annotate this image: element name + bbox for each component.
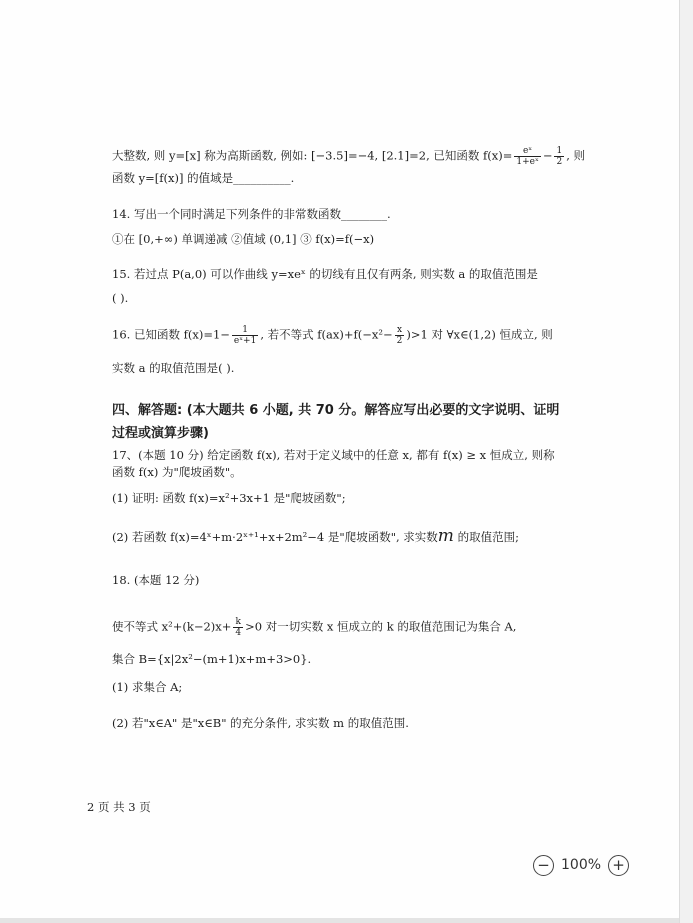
fraction-numerator: eˣ <box>514 146 540 157</box>
text-span: 大整数, 则 y=[x] 称为高斯函数, 例如: [−3.5]=−4, [2.1]=2, 已知函数 f(x)= <box>112 148 513 163</box>
text-line: ( ). <box>112 291 129 305</box>
fraction-denominator: 2 <box>556 157 563 167</box>
fraction-numerator: 1 <box>556 146 563 156</box>
variable-m: m <box>437 526 454 546</box>
text-span: 16. 已知函数 f(x)=1− <box>112 327 230 342</box>
fraction <box>514 146 540 167</box>
text-line <box>112 325 553 346</box>
text-line: (2) 若"x∈A" 是"x∈B" 的充分条件, 求实数 m 的取值范围. <box>112 716 409 730</box>
fraction-denominator: 1+eˣ <box>516 157 539 167</box>
fraction <box>232 325 258 346</box>
text-line <box>112 146 585 167</box>
text-line: (1) 求集合 A; <box>112 680 183 694</box>
section-heading: 过程或演算步骤) <box>112 426 209 441</box>
zoom-level: 100% <box>561 857 602 873</box>
fraction <box>233 617 243 638</box>
text-line: 函数 f(x) 为"爬坡函数"。 <box>112 465 242 479</box>
text-line <box>112 528 519 545</box>
fraction-denominator: eˣ+1 <box>233 336 257 346</box>
text-span: (2) 若函数 f(x)=4ˣ+m·2ˣ⁺¹+x+2m²−4 是"爬坡函数", 求实数 <box>112 530 438 544</box>
minus-icon: − <box>537 855 550 874</box>
section-heading: 四、解答题: (本大题共 6 小题, 共 70 分。解答应写出必要的文字说明、证明 <box>112 403 560 418</box>
text-line: 集合 B={x|2x²−(m+1)x+m+3>0}. <box>112 652 312 666</box>
text-line: 14. 写出一个同时满足下列条件的非常数函数________. <box>112 207 391 221</box>
fraction-numerator: k <box>233 617 243 628</box>
text-line: 18. (本题 12 分) <box>112 573 200 587</box>
text-line: 实数 a 的取值范围是( ). <box>112 361 235 375</box>
fraction <box>554 146 564 167</box>
fraction-denominator: 4 <box>235 628 242 638</box>
text-span: , 若不等式 f(ax)+f(−x²− <box>260 327 393 342</box>
zoom-control <box>533 852 629 878</box>
text-span: )>1 对 ∀x∈(1,2) 恒成立, 则 <box>406 327 553 342</box>
page-bottom-edge <box>0 918 679 923</box>
text-line: 函数 y=[f(x)] 的值域是__________. <box>112 171 295 185</box>
text-line <box>112 617 516 638</box>
text-span: , 则 <box>566 148 585 163</box>
text-line: (1) 证明: 函数 f(x)=x²+3x+1 是"爬坡函数"; <box>112 491 346 505</box>
page-footer: 2 页 共 3 页 <box>87 800 151 814</box>
text-span: >0 对一切实数 x 恒成立的 k 的取值范围记为集合 A, <box>245 619 517 634</box>
plus-icon: + <box>612 855 625 874</box>
fraction <box>395 325 405 346</box>
text-line: ①在 [0,+∞) 单调递减 ②值域 (0,1] ③ f(x)=f(−x) <box>112 232 375 246</box>
fraction-denominator: 2 <box>396 336 403 346</box>
fraction-numerator: x <box>395 325 405 336</box>
zoom-out-button[interactable] <box>533 855 554 876</box>
text-line: 15. 若过点 P(a,0) 可以作曲线 y=xeˣ 的切线有且仅有两条, 则实数 a 的取值范围是 <box>112 267 538 281</box>
text-span: 使不等式 x²+(k−2)x+ <box>112 619 232 634</box>
fraction-numerator: 1 <box>232 325 258 336</box>
zoom-in-button[interactable] <box>608 855 629 876</box>
text-span: 的取值范围; <box>453 530 519 544</box>
text-line: 17、(本题 10 分) 给定函数 f(x), 若对于定义域中的任意 x, 都有 f(x) ≥ x 恒成立, 则称 <box>112 448 555 462</box>
vertical-scrollbar[interactable] <box>679 0 693 923</box>
text-span: − <box>542 148 553 163</box>
